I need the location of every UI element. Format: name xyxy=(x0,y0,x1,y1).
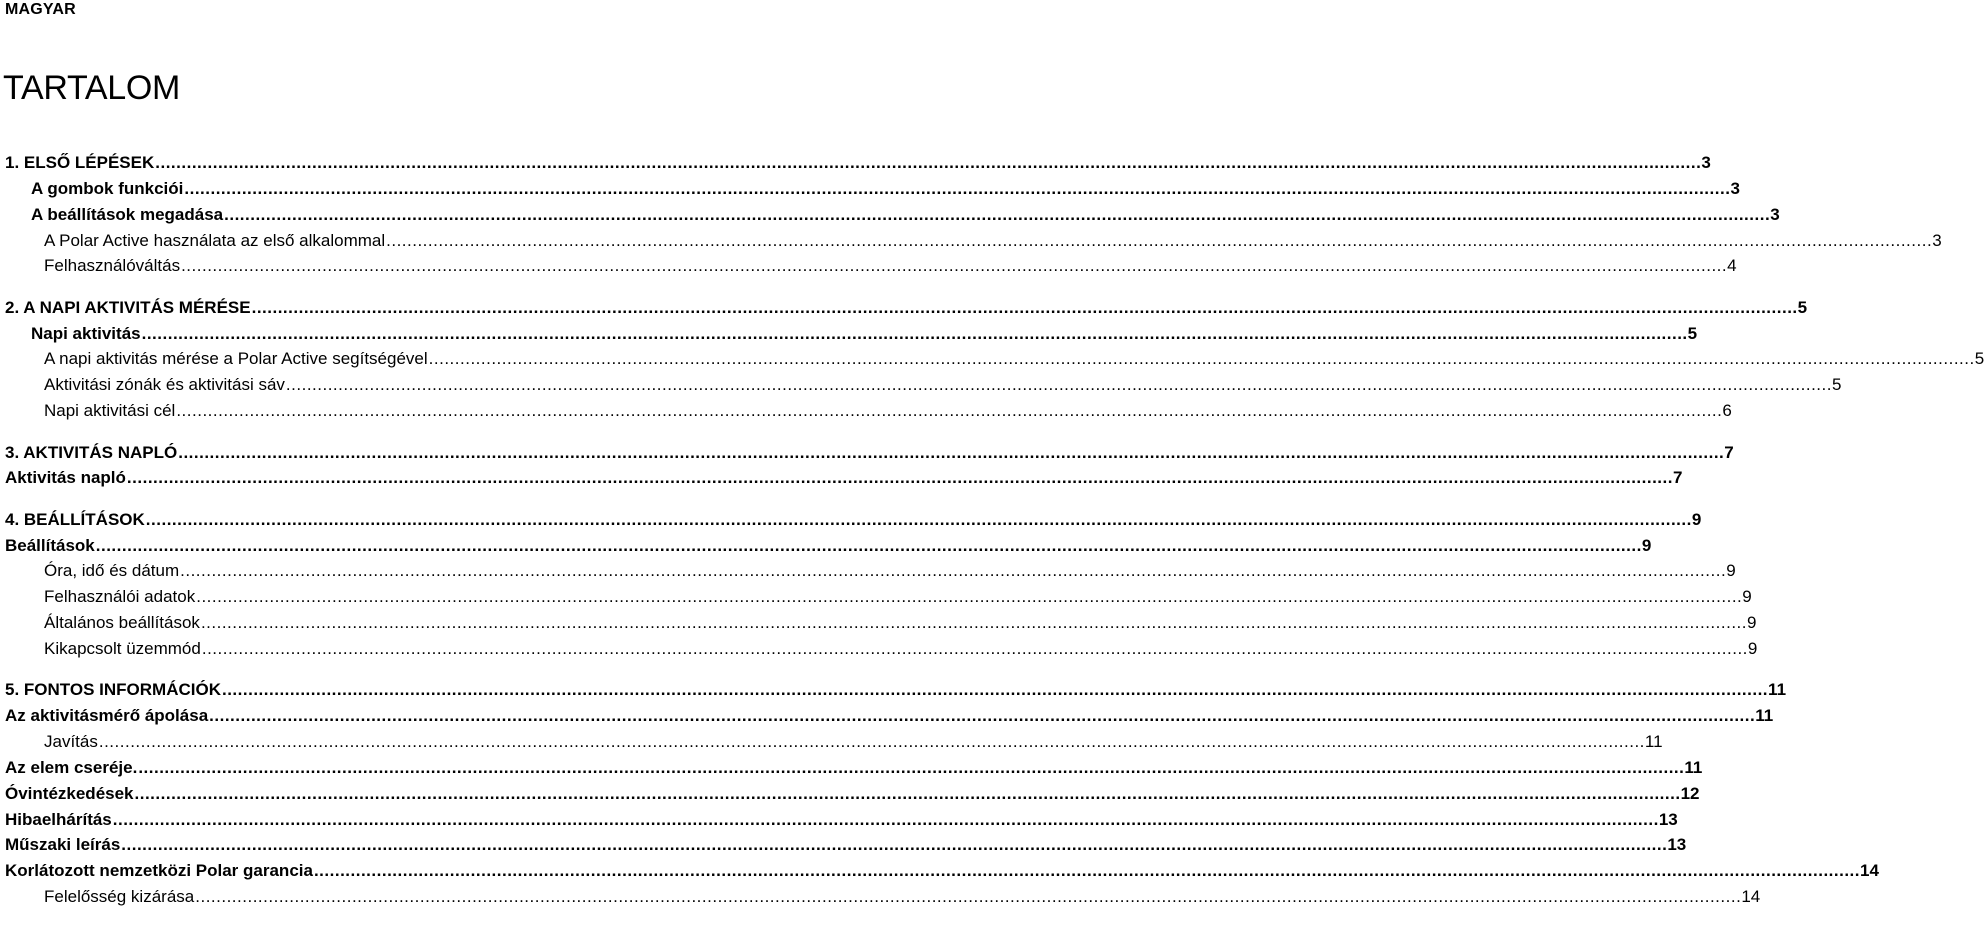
toc-entry-label: Felhasználóváltás xyxy=(44,256,181,275)
toc-entry-label: Korlátozott nemzetközi Polar garancia xyxy=(5,861,313,880)
toc-entry-label: 3. AKTIVITÁS NAPLÓ xyxy=(5,443,178,462)
toc-leader-dots xyxy=(386,231,1932,251)
toc-leader-dots xyxy=(429,349,1975,369)
toc-entry-page: 11 xyxy=(1684,758,1703,777)
language-label: MAGYAR xyxy=(5,1,76,18)
toc-entry-label: 5. FONTOS INFORMÁCIÓK xyxy=(5,680,221,699)
toc-entry[interactable] xyxy=(44,375,1842,395)
toc-entry[interactable] xyxy=(44,349,1984,369)
toc-entry-label: Hibaelhárítás xyxy=(5,810,112,829)
toc-entry-label: Beállítások xyxy=(5,536,95,555)
toc-entry[interactable] xyxy=(31,205,1780,225)
toc-entry[interactable] xyxy=(44,639,1758,659)
toc-entry[interactable] xyxy=(44,732,1663,752)
toc-entry-page: 7 xyxy=(1724,443,1734,462)
toc-entry-label: Óra, idő és dátum xyxy=(44,561,180,580)
toc-entry-page: 9 xyxy=(1726,561,1736,580)
toc-entry[interactable] xyxy=(5,536,1652,556)
toc-entry-label: A Polar Active használata az első alkalommal xyxy=(44,231,386,250)
toc-entry-label: A napi aktivitás mérése a Polar Active segítségével xyxy=(44,349,428,368)
toc-entry[interactable] xyxy=(5,810,1678,830)
toc-entry-label: Általános beállítások xyxy=(44,613,200,632)
toc-leader-dots xyxy=(222,680,1768,700)
toc-entry-page: 11 xyxy=(1755,706,1774,725)
toc-leader-dots xyxy=(121,835,1667,855)
toc-entry-page: 3 xyxy=(1770,205,1780,224)
toc-entry-page: 9 xyxy=(1641,536,1652,555)
toc-entry-label: Kikapcsolt üzemmód xyxy=(44,639,201,658)
toc-entry[interactable] xyxy=(5,298,1808,318)
toc-entry-label: Az aktivitásmérő ápolása xyxy=(5,706,209,725)
toc-entry[interactable] xyxy=(44,561,1736,581)
toc-leader-dots xyxy=(184,179,1730,199)
toc-leader-dots xyxy=(113,810,1659,830)
toc-entry[interactable] xyxy=(44,231,1942,251)
toc-leader-dots xyxy=(202,639,1748,659)
toc-entry-page: 7 xyxy=(1672,468,1683,487)
toc-entry-page: 5 xyxy=(1687,324,1698,343)
toc-entry[interactable] xyxy=(5,758,1703,778)
toc-entry-label: Műszaki leírás xyxy=(5,835,121,854)
toc-leader-dots xyxy=(138,758,1684,778)
toc-entry-page: 5 xyxy=(1974,349,1984,368)
toc-entry-page: 9 xyxy=(1747,639,1758,658)
toc-entry[interactable] xyxy=(31,324,1698,344)
toc-entry-label: Az elem cseréje. xyxy=(5,758,138,777)
toc-leader-dots xyxy=(155,153,1701,173)
toc-entry-label: Aktivitás napló xyxy=(5,468,126,487)
toc-entry-page: 14 xyxy=(1860,861,1879,880)
toc-entry-page: 9 xyxy=(1742,587,1752,606)
toc-entry-label: 2. A NAPI AKTIVITÁS MÉRÉSE xyxy=(5,298,251,317)
toc-leader-dots xyxy=(146,510,1692,530)
toc-entry-page: 14 xyxy=(1741,887,1761,906)
toc-entry-page: 9 xyxy=(1691,510,1702,529)
toc-leader-dots xyxy=(142,324,1688,344)
toc-leader-dots xyxy=(224,205,1770,225)
toc-entry[interactable] xyxy=(31,179,1740,199)
toc-entry[interactable] xyxy=(5,861,1879,881)
toc-entry-label: Óvintézkedések xyxy=(5,784,134,803)
toc-leader-dots xyxy=(178,443,1724,463)
toc-leader-dots xyxy=(252,298,1798,318)
toc-leader-dots xyxy=(286,375,1832,395)
toc-entry-label: Felhasználói adatok xyxy=(44,587,196,606)
toc-leader-dots xyxy=(96,536,1642,556)
toc-entry[interactable] xyxy=(44,401,1732,421)
toc-entry-page: 13 xyxy=(1658,810,1678,829)
toc-leader-dots xyxy=(201,613,1747,633)
toc-leader-dots xyxy=(196,587,1742,607)
toc-entry-page: 5 xyxy=(1797,298,1808,317)
toc-leader-dots xyxy=(195,887,1741,907)
toc-leader-dots xyxy=(135,784,1681,804)
toc-entry[interactable] xyxy=(44,613,1757,633)
toc-entry[interactable] xyxy=(5,706,1774,726)
toc-entry-label: Napi aktivitási cél xyxy=(44,401,176,420)
toc-leader-dots xyxy=(99,732,1645,752)
toc-entry-page: 3 xyxy=(1932,231,1942,250)
toc-leader-dots xyxy=(209,706,1755,726)
toc-entry-page: 12 xyxy=(1680,784,1700,803)
toc-entry-label: Javítás xyxy=(44,732,98,751)
toc-entry[interactable] xyxy=(5,153,1711,173)
toc-entry-page: 9 xyxy=(1747,613,1757,632)
toc-entry[interactable] xyxy=(5,510,1702,530)
toc-entry[interactable] xyxy=(5,835,1687,855)
toc-entry[interactable] xyxy=(5,784,1700,804)
toc-entry-label: Aktivitási zónák és aktivitási sáv xyxy=(44,375,285,394)
toc-entry-page: 11 xyxy=(1644,732,1663,751)
toc-entry[interactable] xyxy=(44,587,1752,607)
toc-entry-page: 4 xyxy=(1727,256,1737,275)
toc-entry-label: A beállítások megadása xyxy=(31,205,224,224)
toc-entry-page: 3 xyxy=(1701,153,1711,172)
toc-entry[interactable] xyxy=(5,443,1734,463)
toc-entry-label: Felelősség kizárása xyxy=(44,887,195,906)
page-title: TARTALOM xyxy=(3,69,181,107)
toc-entry-label: 4. BEÁLLÍTÁSOK xyxy=(5,510,145,529)
toc-entry-label: Napi aktivitás xyxy=(31,324,141,343)
toc-entry[interactable] xyxy=(5,468,1683,488)
toc-entry[interactable] xyxy=(5,680,1787,700)
toc-entry-label: 1. ELSŐ LÉPÉSEK xyxy=(5,153,155,172)
toc-leader-dots xyxy=(176,401,1722,421)
toc-entry-page: 3 xyxy=(1730,179,1740,198)
toc-entry[interactable] xyxy=(44,256,1737,276)
toc-leader-dots xyxy=(181,256,1727,276)
toc-entry-page: 11 xyxy=(1768,680,1787,699)
toc-entry-page: 13 xyxy=(1667,835,1687,854)
toc-leader-dots xyxy=(127,468,1673,488)
toc-entry[interactable] xyxy=(44,887,1761,907)
toc-leader-dots xyxy=(180,561,1726,581)
toc-entry-label: A gombok funkciói xyxy=(31,179,184,198)
toc-leader-dots xyxy=(314,861,1860,881)
toc-entry-page: 5 xyxy=(1831,375,1842,394)
toc-entry-page: 6 xyxy=(1722,401,1732,420)
